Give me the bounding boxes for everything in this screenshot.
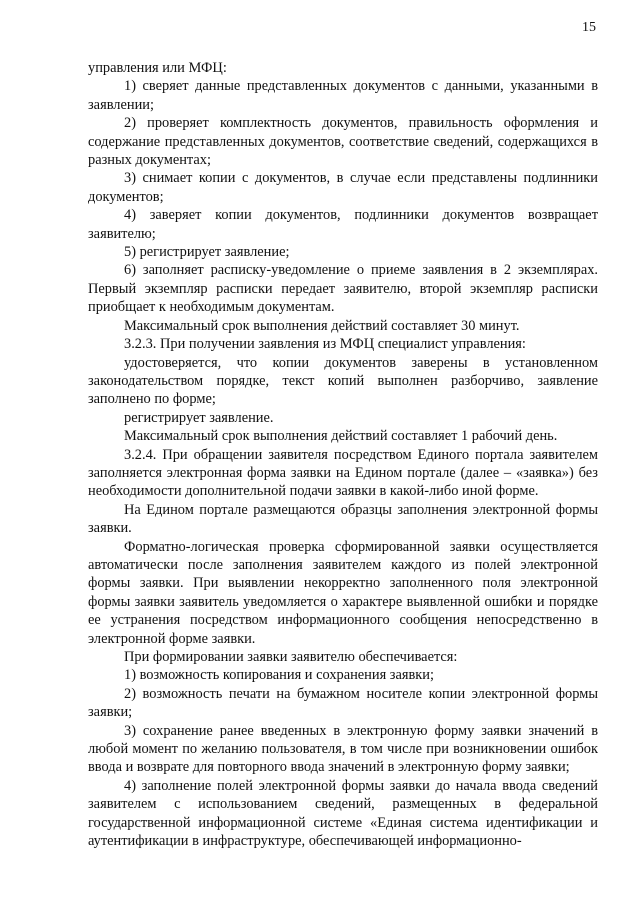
- paragraph: Форматно-логическая проверка сформированной заявки осуществляется автоматически после заполнения заявителем каждого из полей электронной формы заявки. При выявлении некорректно заполненного поля электронной формы заявки заявитель уведомляется о характере выявленной ошибки и порядке ее устранения посредством информационного сообщения непосредственно в электронной форме заявки.: [88, 538, 598, 647]
- list-item: 1) возможность копирования и сохранения заявки;: [124, 667, 434, 684]
- page-number: 15: [582, 20, 596, 35]
- list-item: 2) проверяет комплектность документов, правильность оформления и содержание представленных документов, соответствие сведений, содержащихся в разных документах;: [88, 115, 598, 169]
- list-item: 1) сверяет данные представленных документов с данными, указанными в заявлении;: [88, 78, 598, 113]
- paragraph: Максимальный срок выполнения действий составляет 1 рабочий день.: [124, 428, 558, 445]
- list-item: 4) заверяет копии документов, подлинники документов возвращает заявителю;: [88, 207, 598, 242]
- list-item: 6) заполняет расписку-уведомление о приеме заявления в 2 экземплярах. Первый экземпляр расписки передает заявителю, второй экземпляр расписки приобщает к необходимым документам.: [88, 262, 598, 316]
- paragraph: При формировании заявки заявителю обеспечивается:: [124, 649, 458, 665]
- document-body: [88, 59, 598, 850]
- paragraph: Максимальный срок выполнения действий составляет 30 минут.: [124, 317, 520, 334]
- list-item: 2) возможность печати на бумажном носителе копии электронной формы заявки;: [88, 685, 598, 721]
- paragraph: регистрирует заявление.: [124, 409, 274, 426]
- section-paragraph: 3.2.4. При обращении заявителя посредством Единого портала заявителем заполняется электронная форма заявки на Едином портале (далее – «заявка») без необходимости дополнительной подачи заявки в какой-либо иной форме.: [88, 446, 598, 500]
- section-paragraph: 3.2.3. При получении заявления из МФЦ специалист управления:: [124, 336, 526, 353]
- list-item: 4) заполнение полей электронной формы заявки до начала ввода сведений заявителем с использованием сведений, размещенных в федеральной государственной информационной системе «Единая система идентификации и аутентификации в инфраструктуре, обеспечивающей информационно-: [88, 777, 598, 850]
- list-item: 5) регистрирует заявление;: [124, 244, 290, 261]
- list-item: 3) снимает копии с документов, в случае если представлены подлинники документов;: [88, 170, 598, 205]
- paragraph: управления или МФЦ:: [88, 60, 227, 76]
- list-item: 3) сохранение ранее введенных в электронную форму заявки значений в любой момент по желанию пользователя, в том числе при возникновении ошибок ввода и возврате для повторного ввода значений в электронную форму заявки;: [88, 722, 598, 776]
- paragraph: На Едином портале размещаются образцы заполнения электронной формы заявки.: [88, 501, 598, 537]
- paragraph: удостоверяется, что копии документов заверены в установленном законодательством порядке, текст копий выполнен разборчиво, заявление заполнено по форме;: [88, 354, 598, 408]
